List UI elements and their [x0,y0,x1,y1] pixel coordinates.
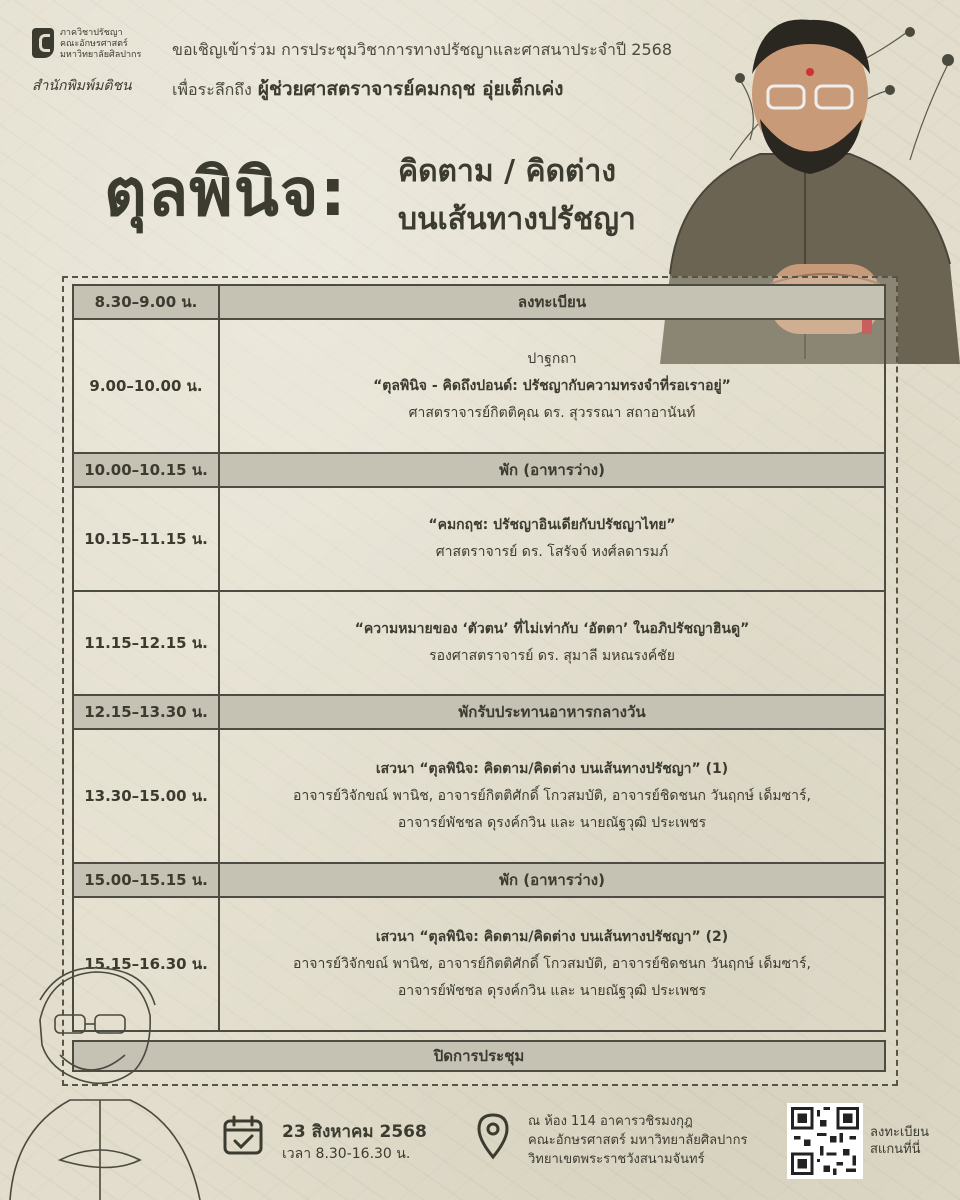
subtitle-line-1: คิดตาม / คิดต่าง [398,154,617,189]
closing-row: ปิดการประชุม [72,1040,886,1072]
schedule-item: พัก (อาหารว่าง) [219,863,885,897]
panelists: อาจารย์วิจักขณ์ พานิช, อาจารย์กิตติศักดิ์ โกวสมบัติ, อาจารย์ชิดชนก วันฤกษ์ เด็มซาร์, [293,955,811,972]
calendar-check-icon [222,1114,264,1156]
schedule-time: 10.00–10.15 น. [73,453,219,487]
schedule-time: 15.00–15.15 น. [73,863,219,897]
logo-text: ภาควิชาปรัชญา คณะอักษรศาสตร์ มหาวิทยาลัยศิลปากร [60,28,142,60]
honoree-name: ผู้ช่วยศาสตราจารย์คมกฤช อุ่ยเต็กเค่ง [257,78,564,100]
schedule-item [219,487,885,591]
speaker: รองศาสตราจารย์ ดร. สุมาลี มหณรงค์ชัย [429,648,675,664]
talk-title: “ตุลพินิจ - คิดถึงปอนด์: ปรัชญากับความทรงจำที่รอเราอยู่” [373,377,731,394]
schedule-time: 13.30–15.00 น. [73,729,219,863]
schedule-row [73,285,885,319]
portrait-sketch [0,960,210,1200]
publisher-logo: สำนักพิมพ์มติชน [32,78,132,94]
event-venue: ณ ห้อง 114 อาคารวชิรมงกุฎ คณะอักษรศาสตร์ มหาวิทยาลัยศิลปากร วิทยาเขตพระราชวังสนามจันทร์ [528,1114,748,1167]
panelists: อาจารย์พัชชล ดุรงค์กวิน และ นายณัฐวุฒิ ประเพชร [397,814,707,831]
logo-mark-icon [32,28,54,58]
schedule-item: ลงทะเบียน [219,285,885,319]
talk-title: “ความหมายของ ‘ตัวตน’ ที่ไม่เท่ากับ ‘อัตตา’ ในอภิปรัชญาฮินดู” [354,621,750,637]
schedule-item: ปาฐกถา “ตุลพินิจ - คิดถึงปอนด์: ปรัชญากับความทรงจำที่รอเราอยู่” ศาสตราจารย์กิตติคุณ ดร. สุวรรณา สถาอานันท์ [219,319,885,453]
schedule-time: 8.30–9.00 น. [73,285,219,319]
registration-qr-code[interactable] [787,1103,863,1179]
schedule-time: 15.15–16.30 น. [73,897,219,1031]
schedule-row [73,453,885,487]
schedule-item [219,591,885,695]
event-time: เวลา 8.30-16.30 น. [282,1146,411,1162]
event-date: 23 สิงหาคม 2568 [282,1122,427,1142]
schedule-table [72,284,886,1032]
schedule-row [73,487,885,591]
panelists: อาจารย์วิจักขณ์ พานิช, อาจารย์กิตติศักดิ์ โกวสมบัติ, อาจารย์ชิดชนก วันฤกษ์ เด็มซาร์, [293,787,811,804]
registration-label: ลงทะเบียน สแกนที่นี่ [870,1125,930,1157]
memorial-line: เพื่อระลึกถึง ผู้ช่วยศาสตราจารย์คมกฤช อุ่ยเต็กเค่ง [172,78,564,100]
panel-title: เสวนา “ตุลพินิจ: คิดตาม/คิดต่าง บนเส้นทางปรัชญา” (1) [375,760,729,777]
panel-title: เสวนา “ตุลพินิจ: คิดตาม/คิดต่าง บนเส้นทางปรัชญา” (2) [375,928,729,945]
invitation-line: ขอเชิญเข้าร่วม การประชุมวิชาการทางปรัชญาและศาสนาประจำปี 2568 [172,40,672,59]
page-title: ตุลพินิจ: [104,154,347,231]
schedule-time: 11.15–12.15 น. [73,591,219,695]
schedule-item: พัก (อาหารว่าง) [219,453,885,487]
schedule-item [219,897,885,1031]
schedule-row [73,695,885,729]
subtitle-line-2: บนเส้นทางปรัชญา [398,202,636,237]
schedule-row [73,863,885,897]
schedule-time: 9.00–10.00 น. [73,319,219,453]
schedule-row [73,729,885,863]
talk-title: “คมกฤช: ปรัชญาอินเดียกับปรัชญาไทย” [428,517,676,533]
schedule-row [73,591,885,695]
schedule-item: พักรับประทานอาหารกลางวัน [219,695,885,729]
schedule-time: 12.15–13.30 น. [73,695,219,729]
speaker: ศาสตราจารย์กิตติคุณ ดร. สุวรรณา สถาอานันท์ [408,404,696,421]
speaker: ศาสตราจารย์ ดร. โสรัจจ์ หงศ์ลดารมภ์ [435,544,669,560]
map-pin-icon [476,1112,510,1160]
department-logo [32,28,152,97]
panelists: อาจารย์พัชชล ดุรงค์กวิน และ นายณัฐวุฒิ ประเพชร [397,982,707,999]
qr-code-icon [791,1107,859,1175]
schedule-time: 10.15–11.15 น. [73,487,219,591]
schedule-item [219,729,885,863]
schedule-row [73,319,885,453]
